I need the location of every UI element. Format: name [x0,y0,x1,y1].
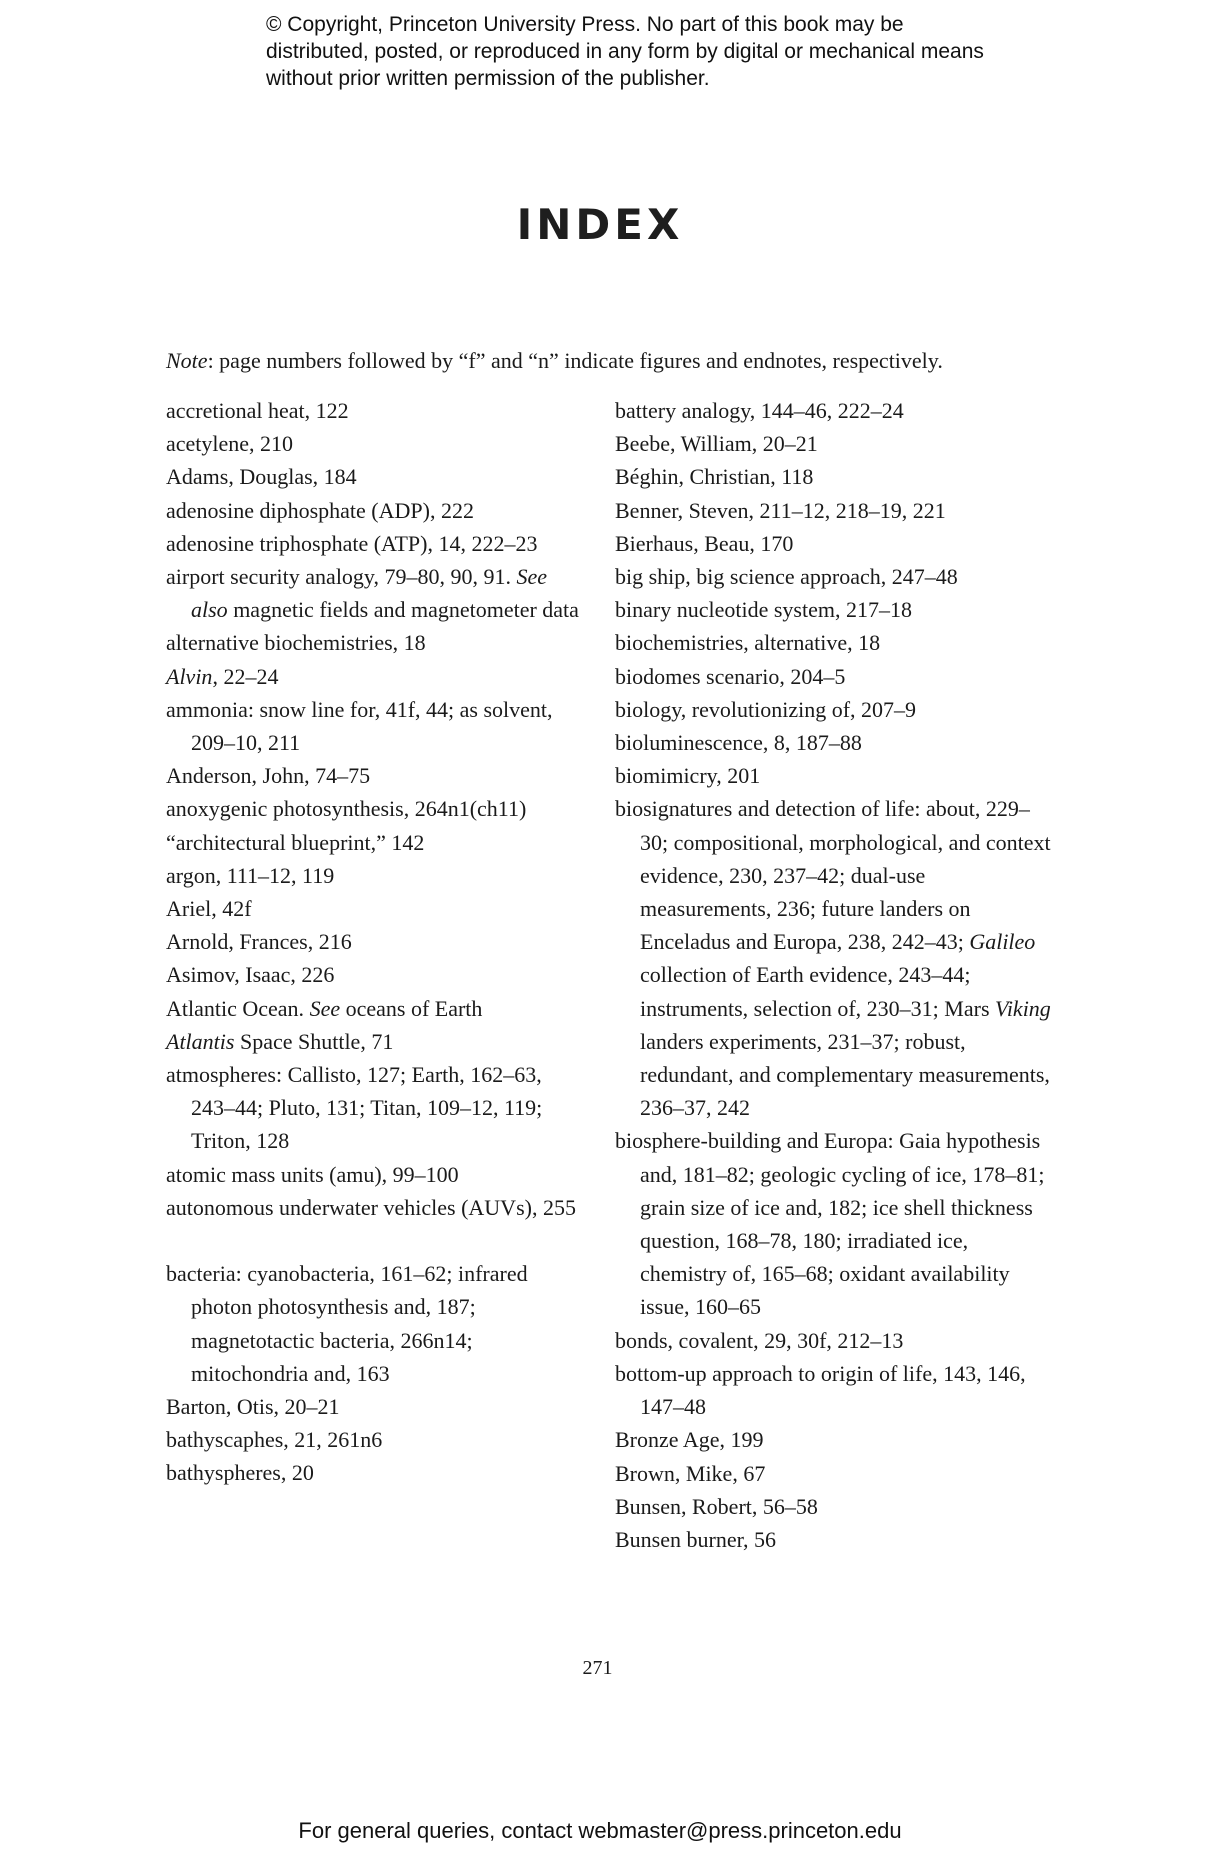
index-entry [615,693,1055,726]
index-entry-text: Benner, Steven, 211–12, 218–19, 221 [615,497,946,523]
index-entry-text: Bronze Age, 199 [615,1427,764,1453]
index-entry-italic-text: Viking [995,995,1051,1021]
index-entry [615,1423,1055,1456]
index-entry-text: binary nucleotide system, 217–18 [615,597,912,623]
index-note [166,344,943,377]
footer-contact: For general queries, contact webmaster@press.princeton.edu [298,1818,902,1843]
index-entry-text: autonomous underwater vehicles (AUVs), 255 [166,1194,576,1220]
index-entry [166,494,586,527]
index-entry-italic-text: See also [191,564,548,623]
index-entry-text: big ship, big science approach, 247–48 [615,564,958,590]
index-entry [615,1357,1055,1423]
index-entry [166,992,586,1025]
index-entry-text: biochemistries, alternative, 18 [615,630,881,656]
index-entry-text: collection of Earth evidence, 243–44; instruments, selection of, 230–31; Mars [640,962,996,1021]
index-entry-text: Brown, Mike, 67 [615,1460,766,1486]
index-entry-italic-text: Alvin [166,663,213,689]
index-entry-text: biosphere-building and Europa: Gaia hypothesis and, 181–82; geologic cycling of ice, 178–81; grain size of ice and, 182; ice shell thickness question, 168–78, 180; irradiated ice, chemistry of, 165–68; oxidant availability issue, 160–65 [615,1128,1045,1320]
index-entry [166,1456,586,1489]
index-entry [166,925,586,958]
index-entry-text: oceans of Earth [340,995,483,1021]
index-entry-text: Beebe, William, 20–21 [615,431,818,457]
index-entry-text: battery analogy, 144–46, 222–24 [615,398,904,423]
letter-group-gap [166,1224,586,1257]
index-entry-text: Anderson, John, 74–75 [166,763,371,789]
index-entry [166,660,586,693]
index-entry-text: Adams, Douglas, 184 [166,464,357,490]
index-entry-text: landers experiments, 231–37; robust, redundant, and complementary measurements, 236–37, 242 [640,1028,1050,1121]
index-entry [615,1457,1055,1490]
index-entry-text: bonds, covalent, 29, 30f, 212–13 [615,1327,904,1353]
index-entry-italic-text: See [309,995,341,1021]
index-entry-text: bacteria: cyanobacteria, 161–62; infrared photon photosynthesis and, 187; magnetotactic bacteria, 266n14; mitochondria and, 163 [166,1261,528,1386]
index-entry-text: bathyspheres, 20 [166,1460,314,1486]
index-entry [166,626,586,659]
index-entry-text: Ariel, 42f [166,896,252,922]
index-entry-text: biomimicry, 201 [615,763,761,789]
index-entry-text: atomic mass units (amu), 99–100 [166,1161,459,1187]
index-entry [166,460,586,493]
index-entry [166,792,586,825]
index-entry-text: Arnold, Frances, 216 [166,929,352,955]
index-entry [615,394,1055,427]
index-entry-text: biodomes scenario, 204–5 [615,663,846,689]
index-entry-text: adenosine diphosphate (ADP), 222 [166,497,474,523]
index-entry-text: accretional heat, 122 [166,398,349,423]
index-entry-text: acetylene, 210 [166,431,294,457]
index-entry-text: alternative biochemistries, 18 [166,630,426,656]
index-entry [166,1423,586,1456]
index-column-left [166,394,586,1490]
index-entry [615,560,1055,593]
index-entry [166,1025,586,1058]
index-entry [166,1257,586,1390]
index-entry [166,892,586,925]
index-entry-text: Space Shuttle, 71 [234,1028,394,1054]
note-label: Note [166,348,208,373]
index-entry-text: atmospheres: Callisto, 127; Earth, 162–63, 243–44; Pluto, 131; Titan, 109–12, 119; Triton, 128 [166,1062,543,1154]
index-entry [166,560,586,626]
index-entry [166,527,586,560]
index-entry [615,460,1055,493]
copyright-notice: © Copyright, Princeton University Press. No part of this book may be distributed, posted, or reproduced in any form by digital or mechanical means without prior written permission of the publisher. [266,13,984,90]
index-entry [615,792,1055,1124]
page-title: INDEX [516,200,684,249]
index-entry [166,1158,586,1191]
index-entry [166,1058,586,1158]
index-entry-italic-text: Galileo [969,929,1036,955]
index-entry-text: Barton, Otis, 20–21 [166,1394,340,1420]
index-entry-text: ammonia: snow line for, 41f, 44; as solvent, 209–10, 211 [166,696,553,756]
index-entry [615,660,1055,693]
index-entry-text: Bunsen burner, 56 [615,1526,777,1552]
index-entry [615,1324,1055,1357]
index-entry-text: Asimov, Isaac, 226 [166,962,335,988]
page-number: 271 [582,1657,613,1679]
index-entry-text: Béghin, Christian, 118 [615,464,814,490]
index-entry [615,626,1055,659]
index-entry [615,593,1055,626]
index-entry [615,726,1055,759]
index-entry-text: adenosine triphosphate (ATP), 14, 222–23 [166,530,538,556]
index-entry [166,826,586,859]
index-entry-text: biology, revolutionizing of, 207–9 [615,696,917,722]
index-entry [615,1490,1055,1523]
index-column-right [615,394,1055,1556]
index-entry [615,427,1055,460]
index-entry [615,527,1055,560]
index-entry-text: bathyscaphes, 21, 261n6 [166,1427,383,1453]
index-entry [166,1191,586,1224]
index-entry-text: bioluminescence, 8, 187–88 [615,730,862,756]
index-entry [166,958,586,991]
index-entry [166,427,586,460]
index-entry [166,1390,586,1423]
index-entry-text: bottom-up approach to origin of life, 143, 146, 147–48 [615,1360,1026,1420]
index-entry [615,494,1055,527]
index-entry [615,1523,1055,1556]
index-entry-text: airport security analogy, 79–80, 90, 91. [166,564,517,590]
index-entry [166,693,586,759]
index-entry [615,759,1055,792]
index-entry [615,1124,1055,1323]
index-entry-text: argon, 111–12, 119 [166,862,335,888]
index-entry [166,759,586,792]
index-entry-text: “architectural blueprint,” 142 [166,829,425,855]
index-entry-text: biosignatures and detection of life: about, 229–30; compositional, morphological, and context evidence, 230, 237–42; dual-use measurements, 236; future landers on Enceladus and Europa, 238, 242–43; [615,796,1051,955]
index-entry-text: anoxygenic photosynthesis, 264n1(ch11) [166,796,527,822]
index-entry-italic-text: Atlantis [166,1028,235,1054]
note-text: : page numbers followed by “f” and “n” indicate figures and endnotes, respectively. [207,348,943,373]
index-entry-text: Bunsen, Robert, 56–58 [615,1493,818,1519]
index-entry-text: magnetic fields and magnetometer data [227,597,579,623]
index-entry [166,859,586,892]
index-entry [166,394,586,427]
index-entry-text: Bierhaus, Beau, 170 [615,530,794,556]
index-entry-text: , 22–24 [212,663,279,689]
index-entry-text: Atlantic Ocean. [166,995,310,1021]
